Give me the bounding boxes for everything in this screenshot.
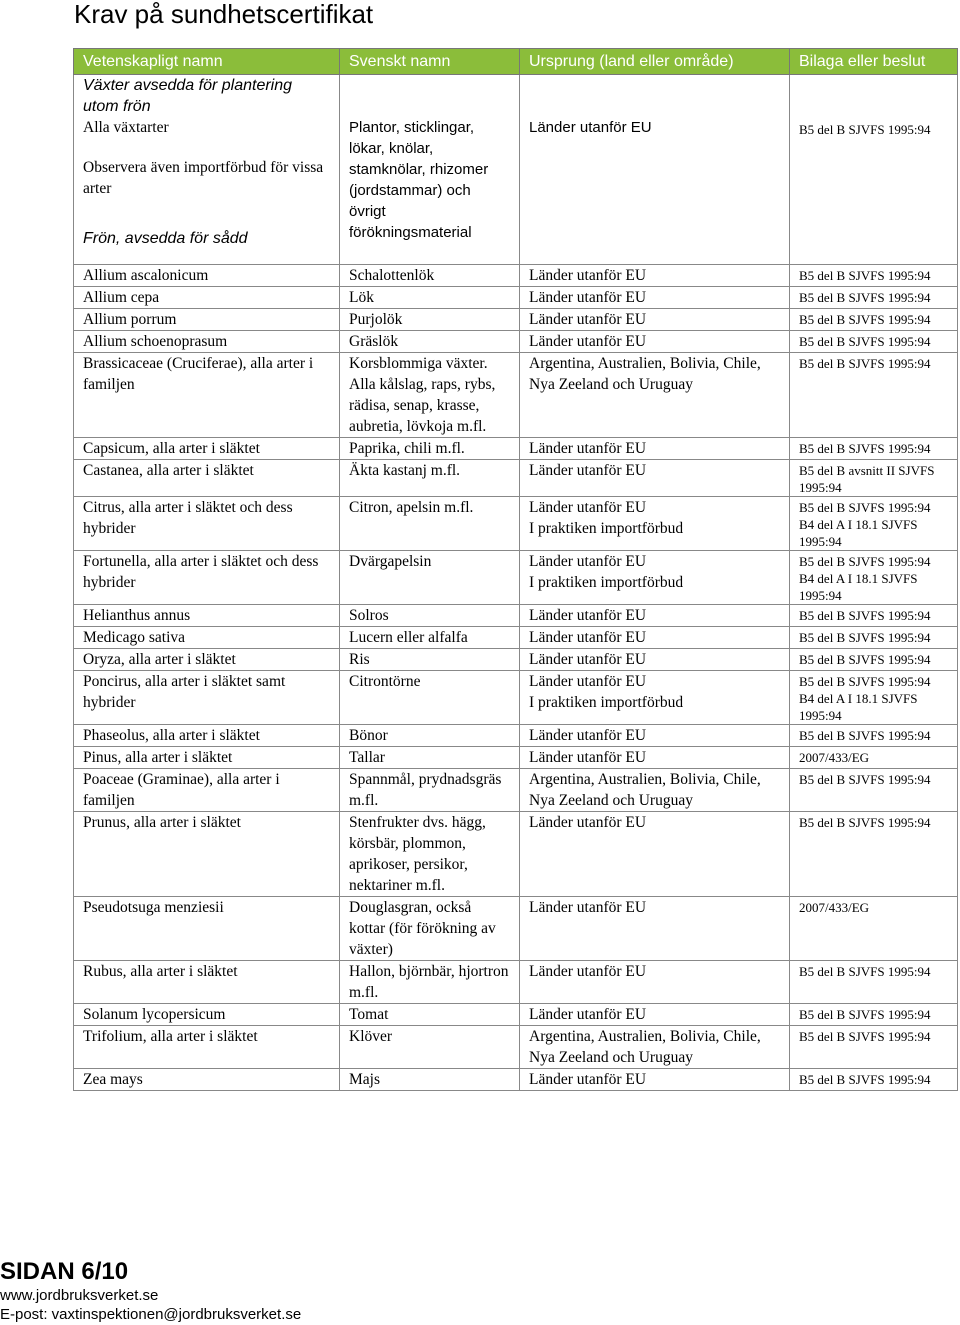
swedish-name-cell bbox=[340, 497, 520, 551]
appendix-cell bbox=[790, 551, 958, 605]
table-row bbox=[74, 551, 958, 605]
swedish-name-cell bbox=[340, 438, 520, 460]
table-row bbox=[74, 265, 958, 287]
appendix-cell bbox=[790, 353, 958, 438]
scientific-name-cell bbox=[74, 1004, 340, 1026]
table-row bbox=[74, 812, 958, 897]
scientific-name-cell bbox=[74, 265, 340, 287]
origin-cell bbox=[520, 812, 790, 897]
origin: Länder utanför EU bbox=[529, 727, 647, 744]
scientific-name-cell bbox=[74, 331, 340, 353]
swedish-name: Stenfrukter dvs. hägg, körsbär, plommon, aprikoser, persikor, nektariner m.fl. bbox=[349, 814, 486, 894]
scientific-name-cell bbox=[74, 649, 340, 671]
certificate-table bbox=[73, 48, 957, 1091]
origin: Länder utanför EU bbox=[529, 651, 647, 668]
swedish-name-cell bbox=[340, 1026, 520, 1069]
scientific-name-cell bbox=[74, 725, 340, 747]
appendix: B5 del B avsnitt II SJVFS 1995:94 bbox=[799, 463, 935, 495]
header-scientific-name: Vetenskapligt namn bbox=[74, 49, 340, 75]
scientific-name-cell bbox=[74, 551, 340, 605]
table-row bbox=[74, 287, 958, 309]
table-row bbox=[74, 438, 958, 460]
scientific-name: Allium porrum bbox=[83, 311, 177, 328]
origin: Länder utanför EU bbox=[529, 749, 647, 766]
swedish-name: Spannmål, prydnadsgräs m.fl. bbox=[349, 771, 502, 809]
origin: I praktiken importförbud bbox=[529, 694, 684, 711]
appendix: B5 del B SJVFS 1995:94 bbox=[799, 1007, 931, 1022]
appendix: B5 del B SJVFS 1995:94 bbox=[799, 268, 931, 283]
appendix-cell bbox=[790, 1026, 958, 1069]
origin-cell bbox=[520, 1069, 790, 1091]
table-header-row bbox=[74, 49, 958, 75]
origin-cell bbox=[520, 649, 790, 671]
table-row bbox=[74, 961, 958, 1004]
origin: I praktiken importförbud bbox=[529, 574, 684, 591]
scientific-name: Rubus, alla arter i släktet bbox=[83, 963, 238, 980]
swedish-name: Citron, apelsin m.fl. bbox=[349, 499, 474, 516]
appendix-cell bbox=[790, 438, 958, 460]
scientific-name: Medicago sativa bbox=[83, 629, 186, 646]
origin-cell bbox=[520, 897, 790, 961]
swedish-name: Bönor bbox=[349, 727, 388, 744]
section-heading-planting: Växter avsedda för plantering utom frön bbox=[83, 77, 293, 115]
scientific-name-cell bbox=[74, 961, 340, 1004]
origin: Länder utanför EU bbox=[529, 289, 647, 306]
origin-cell bbox=[520, 627, 790, 649]
appendix-cell bbox=[790, 961, 958, 1004]
header-swedish-name: Svenskt namn bbox=[340, 49, 520, 75]
scientific-name-cell bbox=[74, 747, 340, 769]
scientific-name-cell bbox=[74, 497, 340, 551]
swedish-name: Äkta kastanj m.fl. bbox=[349, 462, 461, 479]
appendix: B5 del B SJVFS 1995:94 bbox=[799, 1029, 931, 1044]
scientific-name: Allium ascalonicum bbox=[83, 267, 209, 284]
scientific-name-cell bbox=[74, 605, 340, 627]
swedish-name: Hallon, björnbär, hjortron m.fl. bbox=[349, 963, 509, 1001]
all-plants-swedish-cell bbox=[340, 75, 520, 265]
swedish-name-cell bbox=[340, 460, 520, 497]
swedish-name: Korsblommiga växter. Alla kålslag, raps, rybs, rädisa, senap, krasse, aubretia, lövkoja m.fl. bbox=[349, 355, 496, 435]
origin: Länder utanför EU bbox=[529, 499, 647, 516]
appendix-cell bbox=[790, 627, 958, 649]
swedish-name-cell bbox=[340, 769, 520, 812]
appendix-cell bbox=[790, 671, 958, 725]
appendix: B5 del B SJVFS 1995:94 bbox=[799, 772, 931, 787]
table-row bbox=[74, 897, 958, 961]
origin: Länder utanför EU bbox=[529, 629, 647, 646]
page-title: Krav på sundhetscertifikat bbox=[74, 0, 374, 29]
appendix-cell bbox=[790, 769, 958, 812]
scientific-name: Phaseolus, alla arter i släktet bbox=[83, 727, 260, 744]
swedish-name: Ris bbox=[349, 651, 370, 668]
appendix: B5 del B SJVFS 1995:94 bbox=[799, 674, 931, 689]
appendix-cell bbox=[790, 309, 958, 331]
table-row bbox=[74, 1004, 958, 1026]
scientific-name: Capsicum, alla arter i släktet bbox=[83, 440, 260, 457]
appendix: B5 del B SJVFS 1995:94 bbox=[799, 728, 931, 743]
scientific-name-cell bbox=[74, 769, 340, 812]
scientific-name: Fortunella, alla arter i släktet och dess hybrider bbox=[83, 553, 319, 591]
appendix: B5 del B SJVFS 1995:94 bbox=[799, 1072, 931, 1087]
scientific-name: Prunus, alla arter i släktet bbox=[83, 814, 241, 831]
origin: Länder utanför EU bbox=[529, 963, 647, 980]
table-row bbox=[74, 1026, 958, 1069]
swedish-name-cell bbox=[340, 551, 520, 605]
swedish-name-cell bbox=[340, 1069, 520, 1091]
swedish-name: Tomat bbox=[349, 1006, 389, 1023]
all-plants-swedish: Plantor, sticklingar, lökar, knölar, stamknölar, rhizomer (jordstammar) och övrigt förökningsmaterial bbox=[349, 119, 489, 241]
scientific-name-cell bbox=[74, 627, 340, 649]
origin: Länder utanför EU bbox=[529, 440, 647, 457]
origin-cell bbox=[520, 460, 790, 497]
origin-cell bbox=[520, 438, 790, 460]
scientific-name-cell bbox=[74, 1069, 340, 1091]
email-link[interactable]: E-post: vaxtinspektionen@jordbruksverket.se bbox=[0, 1306, 302, 1323]
swedish-name-cell bbox=[340, 961, 520, 1004]
scientific-name: Helianthus annus bbox=[83, 607, 191, 624]
appendix-cell bbox=[790, 1004, 958, 1026]
origin: Argentina, Australien, Bolivia, Chile, Nya Zeeland och Uruguay bbox=[529, 355, 761, 393]
scientific-name-cell bbox=[74, 1026, 340, 1069]
table-row bbox=[74, 1069, 958, 1091]
origin-cell bbox=[520, 769, 790, 812]
appendix: B5 del B SJVFS 1995:94 bbox=[799, 630, 931, 645]
swedish-name: Tallar bbox=[349, 749, 385, 766]
scientific-name-cell bbox=[74, 353, 340, 438]
origin: I praktiken importförbud bbox=[529, 520, 684, 537]
appendix: B4 del A I 18.1 SJVFS 1995:94 bbox=[799, 571, 918, 603]
appendix-cell bbox=[790, 812, 958, 897]
scientific-name: Poaceae (Graminae), alla arter i familjen bbox=[83, 771, 280, 809]
appendix-cell bbox=[790, 897, 958, 961]
table-row bbox=[74, 725, 958, 747]
scientific-name-cell bbox=[74, 309, 340, 331]
scientific-name-cell bbox=[74, 460, 340, 497]
appendix-cell bbox=[790, 1069, 958, 1091]
all-plants-appendix: B5 del B SJVFS 1995:94 bbox=[799, 122, 931, 137]
table-row bbox=[74, 627, 958, 649]
swedish-name-cell bbox=[340, 649, 520, 671]
website-link[interactable]: www.jordbruksverket.se bbox=[0, 1287, 159, 1304]
appendix: B5 del B SJVFS 1995:94 bbox=[799, 554, 931, 569]
appendix-cell bbox=[790, 497, 958, 551]
scientific-name-cell bbox=[74, 812, 340, 897]
appendix: B5 del B SJVFS 1995:94 bbox=[799, 500, 931, 515]
swedish-name-cell bbox=[340, 671, 520, 725]
swedish-name-cell bbox=[340, 627, 520, 649]
table-row bbox=[74, 353, 958, 438]
header-origin: Ursprung (land eller område) bbox=[520, 49, 790, 75]
all-plants-appendix-cell bbox=[790, 75, 958, 265]
table-row bbox=[74, 671, 958, 725]
origin: Argentina, Australien, Bolivia, Chile, Nya Zeeland och Uruguay bbox=[529, 1028, 761, 1066]
scientific-name: Zea mays bbox=[83, 1071, 143, 1088]
origin: Länder utanför EU bbox=[529, 267, 647, 284]
scientific-name: Allium cepa bbox=[83, 289, 160, 306]
table-row bbox=[74, 747, 958, 769]
swedish-name-cell bbox=[340, 747, 520, 769]
origin-cell bbox=[520, 309, 790, 331]
swedish-name: Douglasgran, också kottar (för förökning av växter) bbox=[349, 899, 496, 958]
scientific-name-cell bbox=[74, 438, 340, 460]
swedish-name: Schalottenlök bbox=[349, 267, 435, 284]
appendix: B5 del B SJVFS 1995:94 bbox=[799, 815, 931, 830]
origin-cell bbox=[520, 353, 790, 438]
swedish-name: Purjolök bbox=[349, 311, 403, 328]
scientific-name: Citrus, alla arter i släktet och dess hybrider bbox=[83, 499, 293, 537]
swedish-name: Gräslök bbox=[349, 333, 399, 350]
swedish-name: Lucern eller alfalfa bbox=[349, 629, 468, 646]
origin-cell bbox=[520, 497, 790, 551]
swedish-name-cell bbox=[340, 897, 520, 961]
origin-cell bbox=[520, 1004, 790, 1026]
all-plants-name: Alla växtarter bbox=[83, 119, 169, 136]
appendix: B5 del B SJVFS 1995:94 bbox=[799, 312, 931, 327]
appendix-cell bbox=[790, 265, 958, 287]
scientific-name: Brassicaceae (Cruciferae), alla arter i familjen bbox=[83, 355, 314, 393]
scientific-name: Poncirus, alla arter i släktet samt hybrider bbox=[83, 673, 286, 711]
origin: Länder utanför EU bbox=[529, 333, 647, 350]
swedish-name-cell bbox=[340, 265, 520, 287]
scientific-name: Solanum lycopersicum bbox=[83, 1006, 226, 1023]
appendix-cell bbox=[790, 605, 958, 627]
page-footer bbox=[0, 1258, 301, 1324]
page-number: SIDAN 6/10 bbox=[0, 1258, 129, 1285]
appendix-cell bbox=[790, 460, 958, 497]
appendix-cell bbox=[790, 649, 958, 671]
appendix-cell bbox=[790, 725, 958, 747]
section-heading-seeds: Frön, avsedda för sådd bbox=[83, 230, 248, 247]
origin: Argentina, Australien, Bolivia, Chile, Nya Zeeland och Uruguay bbox=[529, 771, 761, 809]
scientific-name-cell bbox=[74, 671, 340, 725]
origin: Länder utanför EU bbox=[529, 814, 647, 831]
swedish-name-cell bbox=[340, 331, 520, 353]
swedish-name: Paprika, chili m.fl. bbox=[349, 440, 465, 457]
appendix-cell bbox=[790, 287, 958, 309]
table-row bbox=[74, 605, 958, 627]
origin: Länder utanför EU bbox=[529, 1071, 647, 1088]
swedish-name: Citrontörne bbox=[349, 673, 421, 690]
swedish-name: Solros bbox=[349, 607, 389, 624]
origin-cell bbox=[520, 671, 790, 725]
origin-cell bbox=[520, 605, 790, 627]
scientific-name: Pseudotsuga menziesii bbox=[83, 899, 224, 916]
scientific-name: Pinus, alla arter i släktet bbox=[83, 749, 233, 766]
scientific-name: Castanea, alla arter i släktet bbox=[83, 462, 254, 479]
swedish-name: Lök bbox=[349, 289, 374, 306]
appendix: 2007/433/EG bbox=[799, 750, 870, 765]
origin-cell bbox=[520, 1026, 790, 1069]
origin-cell bbox=[520, 331, 790, 353]
origin-cell bbox=[520, 747, 790, 769]
origin: Länder utanför EU bbox=[529, 1006, 647, 1023]
scientific-name: Allium schoenoprasum bbox=[83, 333, 228, 350]
table-row bbox=[74, 497, 958, 551]
table-row bbox=[74, 331, 958, 353]
appendix: B5 del B SJVFS 1995:94 bbox=[799, 290, 931, 305]
origin: Länder utanför EU bbox=[529, 607, 647, 624]
origin-cell bbox=[520, 287, 790, 309]
all-plants-note: Observera även importförbud för vissa arter bbox=[83, 159, 324, 197]
all-plants-origin-cell bbox=[520, 75, 790, 265]
swedish-name-cell bbox=[340, 1004, 520, 1026]
scientific-name: Oryza, alla arter i släktet bbox=[83, 651, 236, 668]
appendix: B5 del B SJVFS 1995:94 bbox=[799, 608, 931, 623]
header-appendix: Bilaga eller beslut bbox=[790, 49, 958, 75]
swedish-name-cell bbox=[340, 353, 520, 438]
swedish-name-cell bbox=[340, 725, 520, 747]
appendix-cell bbox=[790, 331, 958, 353]
appendix: B5 del B SJVFS 1995:94 bbox=[799, 964, 931, 979]
scientific-name: Trifolium, alla arter i släktet bbox=[83, 1028, 258, 1045]
appendix-cell bbox=[790, 747, 958, 769]
scientific-name-cell bbox=[74, 897, 340, 961]
all-plants-scientific-cell bbox=[74, 75, 340, 265]
table-row bbox=[74, 460, 958, 497]
table-row bbox=[74, 309, 958, 331]
origin: Länder utanför EU bbox=[529, 553, 647, 570]
swedish-name-cell bbox=[340, 605, 520, 627]
swedish-name: Majs bbox=[349, 1071, 380, 1088]
table-row bbox=[74, 769, 958, 812]
appendix: B4 del A I 18.1 SJVFS 1995:94 bbox=[799, 691, 918, 723]
origin-cell bbox=[520, 725, 790, 747]
origin-cell bbox=[520, 961, 790, 1004]
appendix: B5 del B SJVFS 1995:94 bbox=[799, 356, 931, 371]
swedish-name-cell bbox=[340, 812, 520, 897]
appendix: B5 del B SJVFS 1995:94 bbox=[799, 652, 931, 667]
appendix: 2007/433/EG bbox=[799, 900, 870, 915]
scientific-name-cell bbox=[74, 287, 340, 309]
table-row bbox=[74, 649, 958, 671]
appendix: B5 del B SJVFS 1995:94 bbox=[799, 334, 931, 349]
origin-cell bbox=[520, 265, 790, 287]
origin-cell bbox=[520, 551, 790, 605]
all-plants-row bbox=[74, 75, 958, 265]
appendix: B4 del A I 18.1 SJVFS 1995:94 bbox=[799, 517, 918, 549]
origin: Länder utanför EU bbox=[529, 311, 647, 328]
swedish-name-cell bbox=[340, 287, 520, 309]
origin: Länder utanför EU bbox=[529, 899, 647, 916]
origin: Länder utanför EU bbox=[529, 462, 647, 479]
swedish-name-cell bbox=[340, 309, 520, 331]
origin: Länder utanför EU bbox=[529, 673, 647, 690]
swedish-name: Klöver bbox=[349, 1028, 393, 1045]
swedish-name: Dvärgapelsin bbox=[349, 553, 432, 570]
all-plants-origin: Länder utanför EU bbox=[529, 119, 652, 136]
appendix: B5 del B SJVFS 1995:94 bbox=[799, 441, 931, 456]
